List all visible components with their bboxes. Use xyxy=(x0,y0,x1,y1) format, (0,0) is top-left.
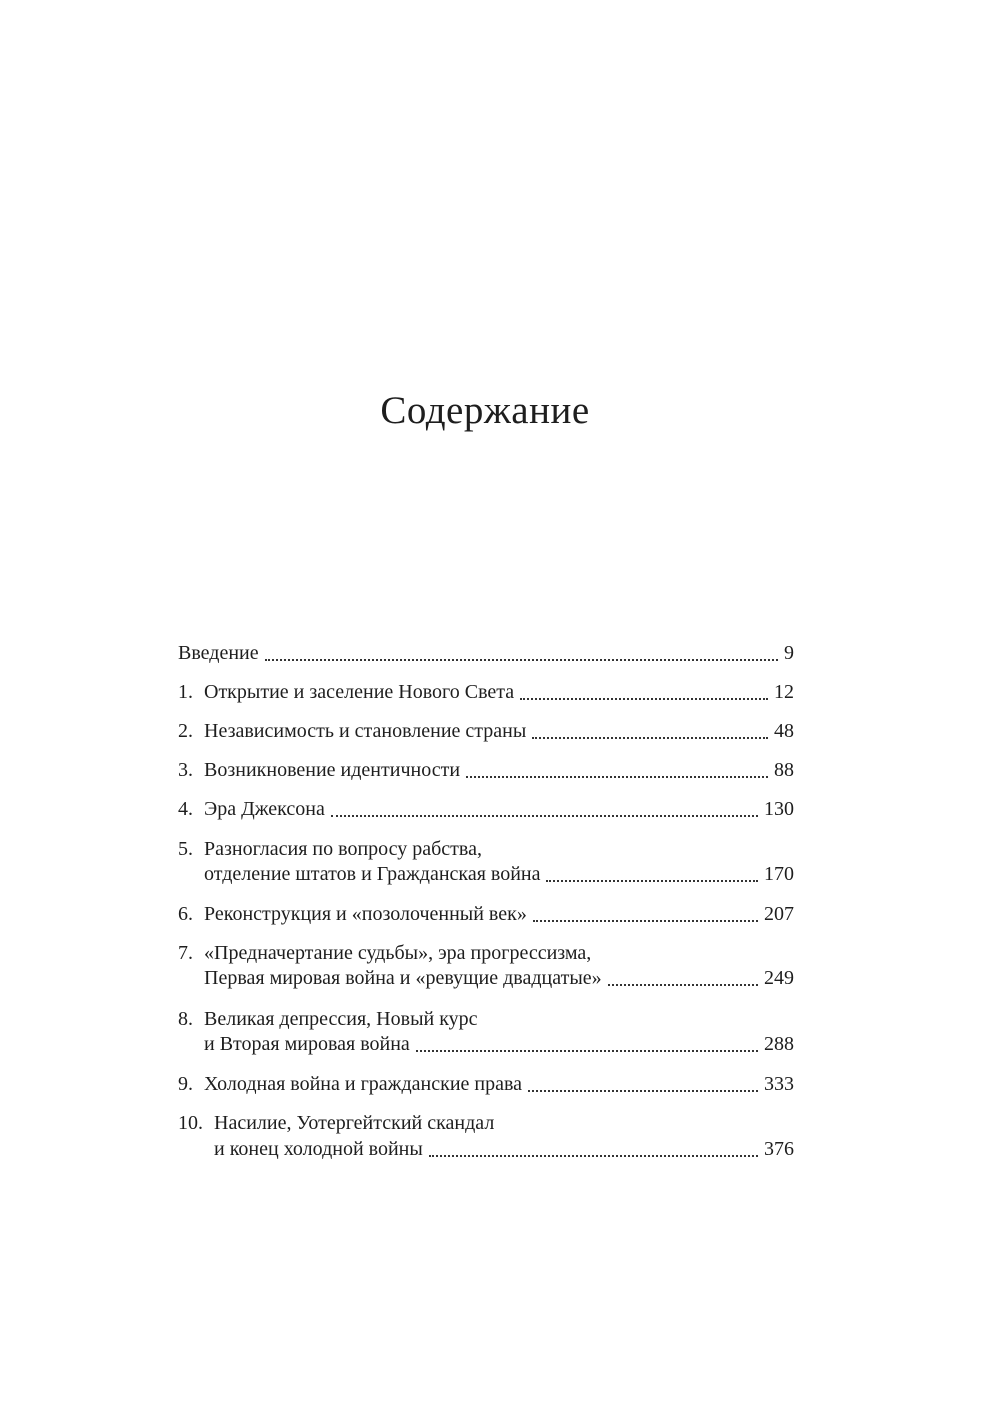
toc-entry-4[interactable] xyxy=(178,797,794,821)
page-title: Содержание xyxy=(380,389,590,432)
toc-entry-label-continued: Первая мировая война и «ревущие двадцатые» xyxy=(204,967,602,989)
toc-entry-label-continued: и конец холодной войны xyxy=(214,1138,423,1160)
toc-entry-number: 9. xyxy=(178,1073,193,1095)
toc-entry-10-line2[interactable] xyxy=(178,1137,794,1161)
toc-entry-page: 48 xyxy=(774,720,794,742)
toc-entry-page: 333 xyxy=(764,1073,794,1095)
dot-leader xyxy=(532,737,768,739)
toc-entry-page: 249 xyxy=(764,967,794,989)
toc-entry-number: 1. xyxy=(178,681,193,703)
dot-leader xyxy=(466,776,768,778)
toc-entry-label: Холодная война и гражданские права xyxy=(204,1073,523,1095)
toc-entry-number: 3. xyxy=(178,759,193,781)
toc-entry-label: Реконструкция и «позолоченный век» xyxy=(204,903,527,925)
toc-entry-label: Разногласия по вопросу рабства, xyxy=(204,838,482,860)
toc-entry-page: 207 xyxy=(764,903,794,925)
toc-entry-label: Открытие и заселение Нового Света xyxy=(204,681,515,703)
toc-entry-page: 288 xyxy=(764,1033,794,1055)
toc-entry-8-line1[interactable] xyxy=(178,1007,794,1031)
toc-entry-label: «Предначертание судьбы», эра прогрессизма, xyxy=(204,942,592,964)
toc-entry-label: Эра Джексона xyxy=(204,798,325,820)
toc-entry-6[interactable] xyxy=(178,902,794,926)
toc-entry-3[interactable] xyxy=(178,758,794,782)
dot-leader xyxy=(533,920,758,922)
toc-entry-page: 130 xyxy=(764,798,794,820)
toc-entry-number: 2. xyxy=(178,720,193,742)
toc-entry-number: 8. xyxy=(178,1008,193,1030)
toc-entry-label-continued: и Вторая мировая война xyxy=(204,1033,410,1055)
dot-leader xyxy=(416,1050,758,1052)
dot-leader xyxy=(520,698,768,700)
toc-entry-page: 12 xyxy=(774,681,794,703)
toc-entry-page: 170 xyxy=(764,863,794,885)
toc-entry-label: Введение xyxy=(178,642,259,664)
toc-entry-number: 4. xyxy=(178,798,193,820)
dot-leader xyxy=(331,815,758,817)
dot-leader xyxy=(528,1090,758,1092)
toc-entry-number: 10. xyxy=(178,1112,203,1134)
toc-entry-page: 376 xyxy=(764,1138,794,1160)
toc-entry-label: Возникновение идентичности xyxy=(204,759,461,781)
toc-entry-number: 5. xyxy=(178,838,193,860)
toc-entry-8-line2[interactable] xyxy=(178,1032,794,1056)
toc-entry-number: 6. xyxy=(178,903,193,925)
toc-entry-5-line2[interactable] xyxy=(178,862,794,886)
toc-entry-page: 9 xyxy=(784,642,794,664)
toc-entry-page: 88 xyxy=(774,759,794,781)
toc-entry-label-continued: отделение штатов и Гражданская война xyxy=(204,863,541,885)
toc-entry-10-line1[interactable] xyxy=(178,1111,794,1135)
dot-leader xyxy=(429,1155,758,1157)
toc-entry-9[interactable] xyxy=(178,1072,794,1096)
toc-entry-label: Насилие, Уотергейтский скандал xyxy=(214,1112,495,1134)
toc-entry-7-line2[interactable] xyxy=(178,966,794,990)
dot-leader xyxy=(546,880,758,882)
toc-entry-2[interactable] xyxy=(178,719,794,743)
dot-leader xyxy=(265,659,778,661)
toc-entry-7-line1[interactable] xyxy=(178,941,794,965)
toc-entry-label: Великая депрессия, Новый курс xyxy=(204,1008,478,1030)
toc-entry-label: Независимость и становление страны xyxy=(204,720,527,742)
toc-entry-number: 7. xyxy=(178,942,193,964)
dot-leader xyxy=(608,984,758,986)
toc-entry-5-line1[interactable] xyxy=(178,837,794,861)
toc-entry-intro[interactable] xyxy=(178,641,794,665)
toc-entry-1[interactable] xyxy=(178,680,794,704)
